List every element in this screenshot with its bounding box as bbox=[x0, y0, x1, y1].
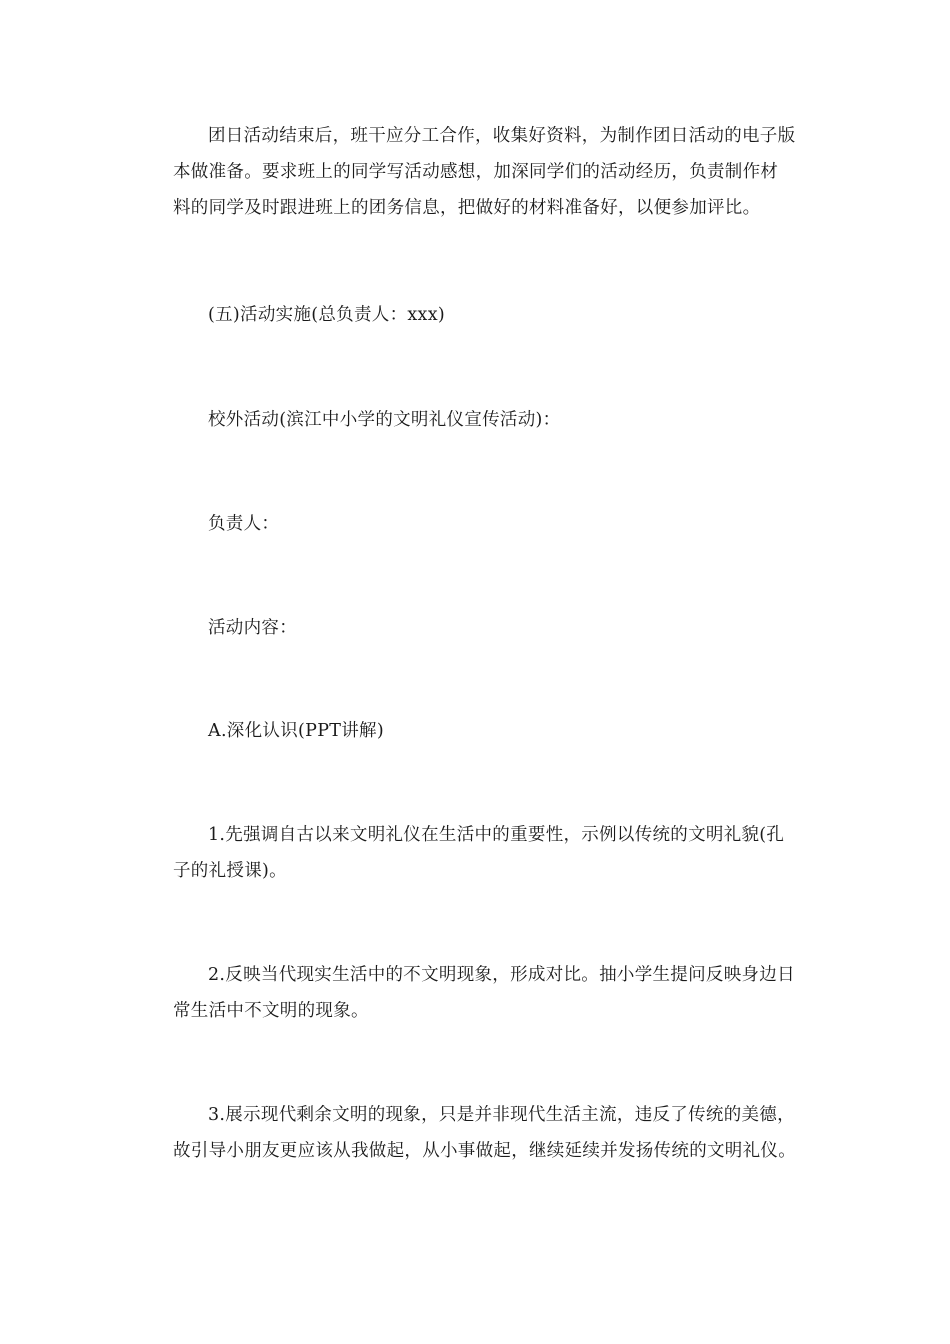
paragraph-line: 3.展示现代剩余文明的现象，只是并非现代生活主流，违反了传统的美德， bbox=[208, 1105, 795, 1125]
paragraph-line: 故引导小朋友更应该从我做起，从小事做起，继续延续并发扬传统的文明礼仪。 bbox=[173, 1141, 796, 1161]
list-item-3 bbox=[138, 1097, 810, 1169]
paragraph-line: 2.反映当代现实生活中的不文明现象，形成对比。抽小学生提问反映身边日 bbox=[208, 965, 795, 985]
section-heading-implementation bbox=[138, 297, 810, 333]
section-heading-offcampus bbox=[138, 402, 810, 438]
paragraph-line: 本做准备。要求班上的同学写活动感想，加深同学们的活动经历，负责制作材 bbox=[173, 162, 779, 182]
list-item-1 bbox=[138, 817, 810, 889]
responsible-person-label bbox=[138, 506, 810, 542]
paragraph-line: 子的礼授课)。 bbox=[173, 861, 287, 881]
list-item-2 bbox=[138, 957, 810, 1029]
paragraph-line: 负责人： bbox=[208, 514, 280, 534]
paragraph-team-day-summary bbox=[138, 118, 810, 226]
paragraph-line: 常生活中不文明的现象。 bbox=[173, 1001, 369, 1021]
paragraph-line: 团日活动结束后，班干应分工合作，收集好资料，为制作团日活动的电子版 bbox=[208, 126, 796, 146]
paragraph-line: 校外活动(滨江中小学的文明礼仪宣传活动)： bbox=[208, 410, 561, 430]
paragraph-line: 活动内容： bbox=[208, 618, 297, 638]
subsection-heading-a bbox=[138, 713, 810, 749]
paragraph-line: (五)活动实施(总负责人：xxx) bbox=[208, 305, 446, 325]
paragraph-line: 1.先强调自古以来文明礼仪在生活中的重要性，示例以传统的文明礼貌(孔 bbox=[208, 825, 785, 845]
paragraph-line: 料的同学及时跟进班上的团务信息，把做好的材料准备好，以便参加评比。 bbox=[173, 198, 761, 218]
activity-content-label bbox=[138, 610, 810, 646]
paragraph-line: A.深化认识(PPT讲解) bbox=[208, 721, 384, 741]
